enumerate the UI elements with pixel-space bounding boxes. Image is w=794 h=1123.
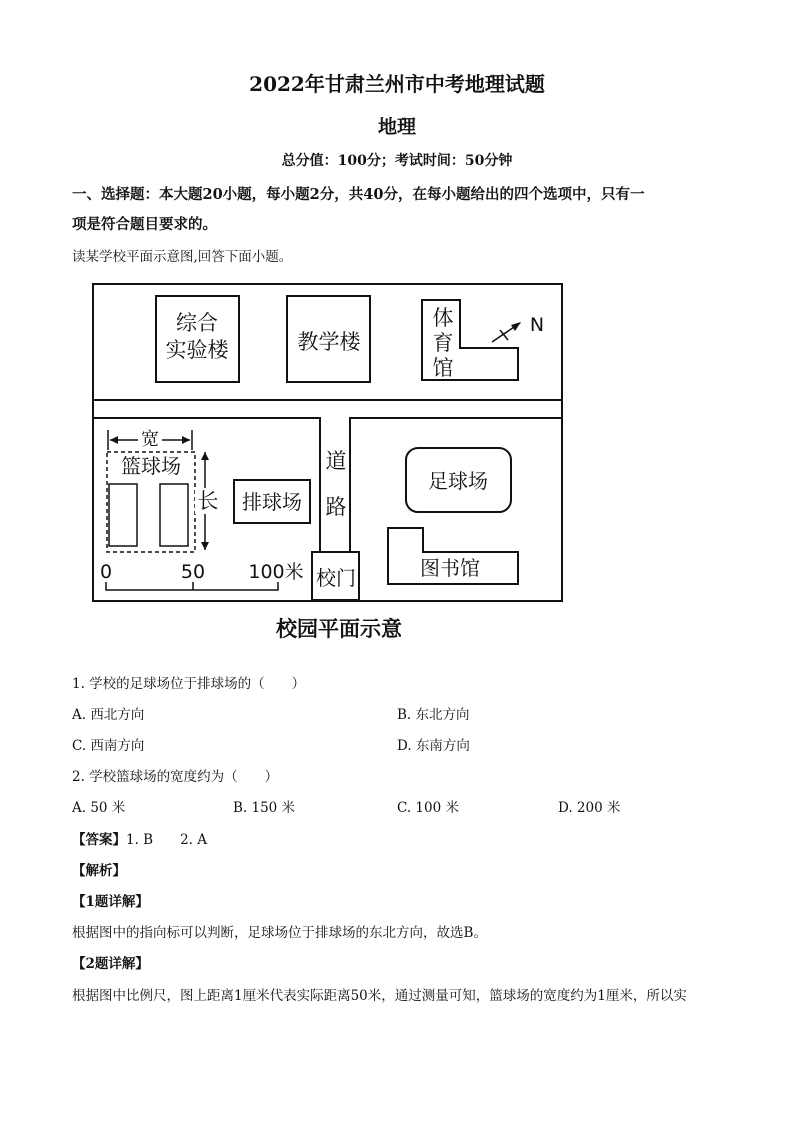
- gym-label-3: 馆: [432, 356, 454, 380]
- q1-option-d: D. 东南方向: [397, 738, 470, 754]
- football-label: 足球场: [428, 469, 488, 493]
- answer-text: 1. B 2. A: [126, 832, 208, 848]
- detail1-text: 根据图中的指向标可以判断，足球场位于排球场的东北方向，故选B。: [72, 925, 487, 941]
- q2-option-a: A. 50 米: [72, 800, 126, 816]
- section-heading-line2: 项是符合题目要求的。: [72, 216, 217, 233]
- road-label-1: 道: [325, 449, 347, 473]
- analysis-label: 【解析】: [72, 863, 126, 879]
- north-arrow-head: [511, 322, 521, 331]
- score-info: 总分值：100分；考试时间：50分钟: [281, 153, 513, 169]
- q1-option-c: C. 西南方向: [72, 738, 145, 754]
- answer-label: 【答案】: [72, 832, 126, 848]
- page-title: 2022年甘肃兰州市中考地理试题: [249, 72, 545, 96]
- scale-bar: [106, 582, 278, 590]
- scale-label-100: 100米: [248, 561, 304, 583]
- basketball-court-half-2: [160, 484, 188, 546]
- q1-option-a: A. 西北方向: [72, 707, 145, 723]
- library-label: 图书馆: [420, 556, 480, 580]
- width-label: 宽: [141, 429, 159, 450]
- q2-option-b: B. 150 米: [233, 800, 296, 816]
- subject-title: 地理: [377, 116, 416, 138]
- basketball-label: 篮球场: [121, 454, 181, 478]
- map-caption: 校园平面示意: [276, 617, 402, 641]
- detail2-text: 根据图中比例尺，图上距离1厘米代表实际距离50米，通过测量可知，篮球场的宽度约为1厘米，所以实: [72, 988, 687, 1004]
- volleyball-label: 排球场: [242, 490, 302, 514]
- section-heading-line1: 一、选择题：本大题20小题，每小题2分，共40分，在每小题给出的四个选项中，只有一: [72, 186, 645, 203]
- q1-option-b: B. 东北方向: [397, 707, 470, 723]
- scale-label-0: 0: [99, 561, 113, 583]
- q2-option-d: D. 200 米: [558, 800, 621, 816]
- detail2-label: 【2题详解】: [72, 956, 149, 972]
- q2-option-c: C. 100 米: [397, 800, 459, 816]
- gym-label-1: 体: [432, 306, 454, 330]
- scale-label-50: 50: [180, 561, 206, 583]
- length-label: 长: [197, 489, 219, 513]
- teaching-label: 教学楼: [297, 330, 361, 354]
- gym-label-2: 育: [432, 331, 454, 355]
- road-label-2: 路: [325, 495, 347, 519]
- q1-stem: 1. 学校的足球场位于排球场的（ ）: [72, 676, 306, 692]
- detail1-label: 【1题详解】: [72, 894, 149, 910]
- road-edge-left: [93, 418, 320, 552]
- question-intro: 读某学校平面示意图,回答下面小题。: [72, 249, 293, 265]
- north-label: N: [529, 314, 545, 336]
- basketball-court-half-1: [109, 484, 137, 546]
- answer-line: [72, 828, 207, 848]
- gate-label: 校门: [316, 566, 356, 590]
- lab-label-2: 实验楼: [165, 338, 229, 362]
- lab-label-1: 综合: [176, 311, 218, 335]
- q2-stem: 2. 学校篮球场的宽度约为（ ）: [72, 769, 279, 785]
